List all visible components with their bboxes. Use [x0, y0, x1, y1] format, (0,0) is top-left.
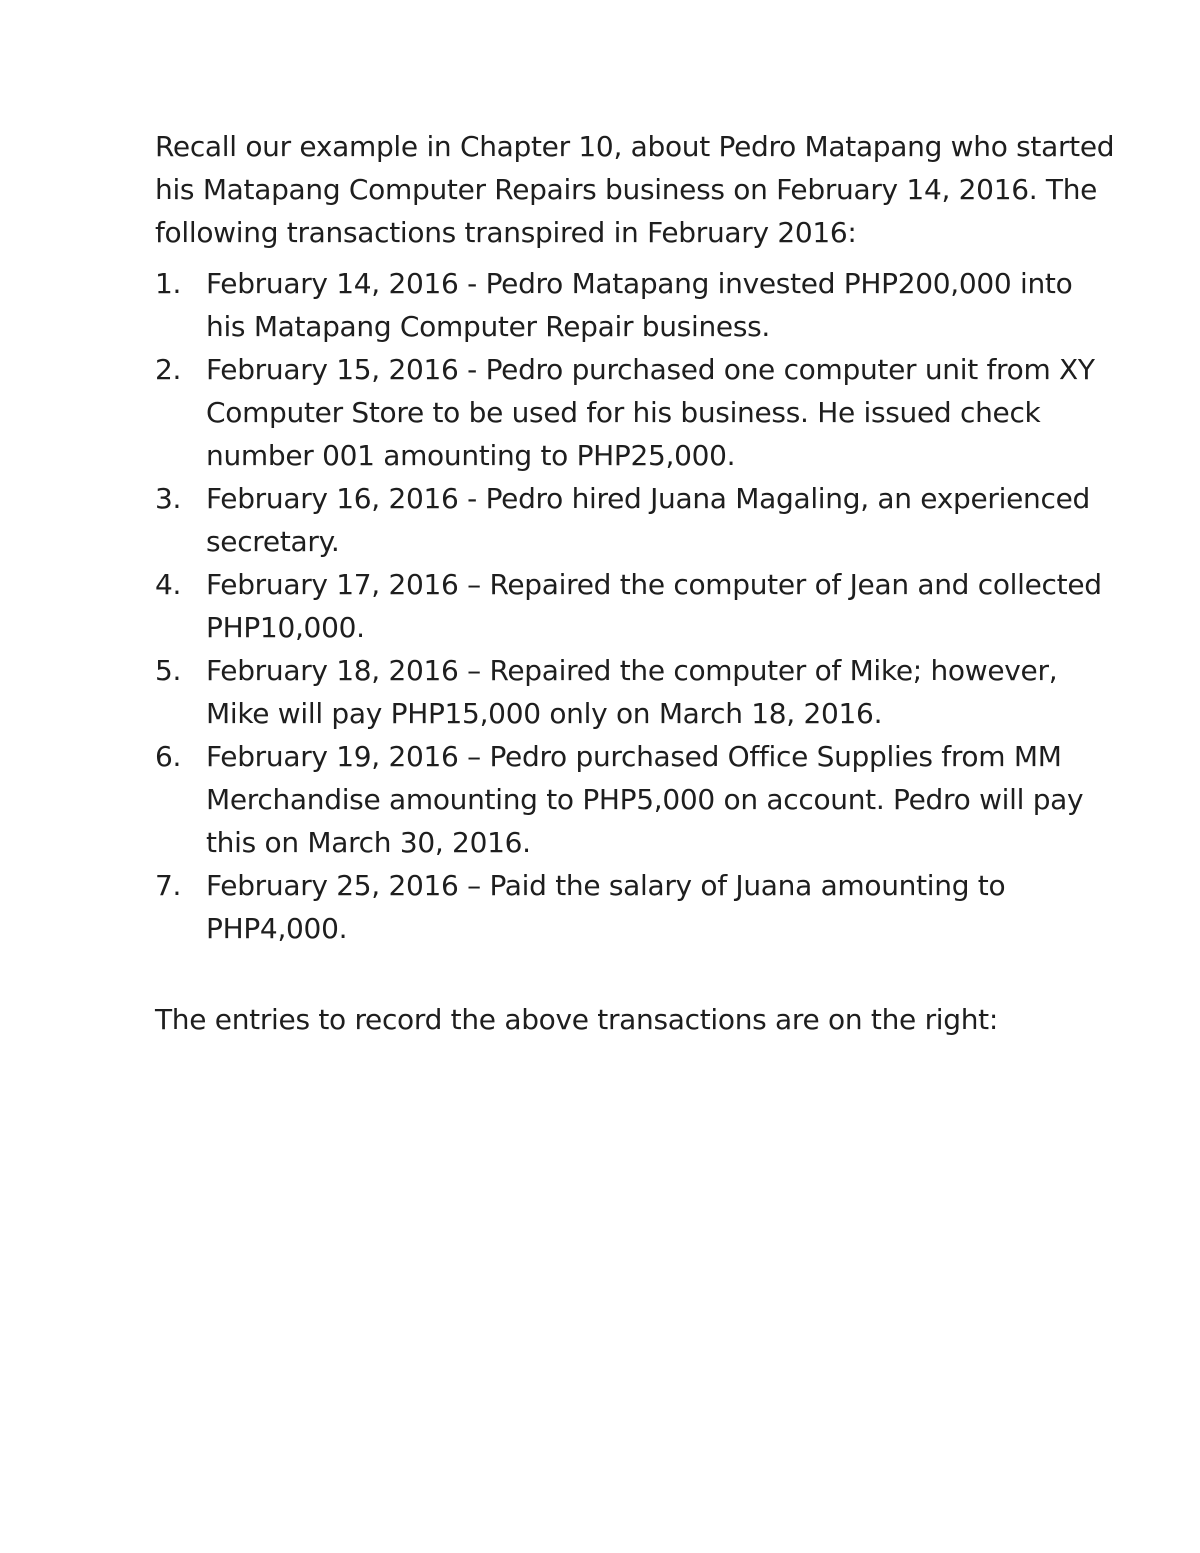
list-item-text: February 15, 2016 - Pedro purchased one computer unit from XY Computer Store to be used for his business. He issued check number 001 amounting to PHP25,000. [206, 353, 1095, 472]
list-item [155, 864, 1115, 950]
transactions-list [155, 262, 1115, 950]
intro-paragraph: Recall our example in Chapter 10, about Pedro Matapang who started his Matapang Computer Repairs business on February 14, 2016. The following transactions transpired in February 2016: [155, 130, 1115, 249]
list-item [155, 735, 1115, 864]
list-item-number: 1. [155, 267, 182, 300]
list-item-number: 6. [155, 740, 182, 773]
list-item-number: 5. [155, 654, 182, 687]
list-item [155, 477, 1115, 563]
list-item-number: 4. [155, 568, 182, 601]
list-item-text: February 14, 2016 - Pedro Matapang invested PHP200,000 into his Matapang Computer Repair business. [206, 267, 1073, 343]
list-item-number: 7. [155, 869, 182, 902]
list-item-number: 3. [155, 482, 182, 515]
list-item-text: February 25, 2016 – Paid the salary of Juana amounting to PHP4,000. [206, 869, 1006, 945]
list-item-text: February 16, 2016 - Pedro hired Juana Magaling, an experienced secretary. [206, 482, 1090, 558]
list-item-text: February 17, 2016 – Repaired the computer of Jean and collected PHP10,000. [206, 568, 1102, 644]
list-item [155, 262, 1115, 348]
list-item [155, 563, 1115, 649]
list-item-text: February 18, 2016 – Repaired the computer of Mike; however, Mike will pay PHP15,000 only on March 18, 2016. [206, 654, 1058, 730]
list-item-text: February 19, 2016 – Pedro purchased Office Supplies from MM Merchandise amounting to PHP5,000 on account. Pedro will pay this on March 30, 2016. [206, 740, 1084, 859]
list-item-number: 2. [155, 353, 182, 386]
list-item [155, 649, 1115, 735]
closing-paragraph: The entries to record the above transactions are on the right: [155, 1003, 998, 1036]
list-item [155, 348, 1115, 477]
